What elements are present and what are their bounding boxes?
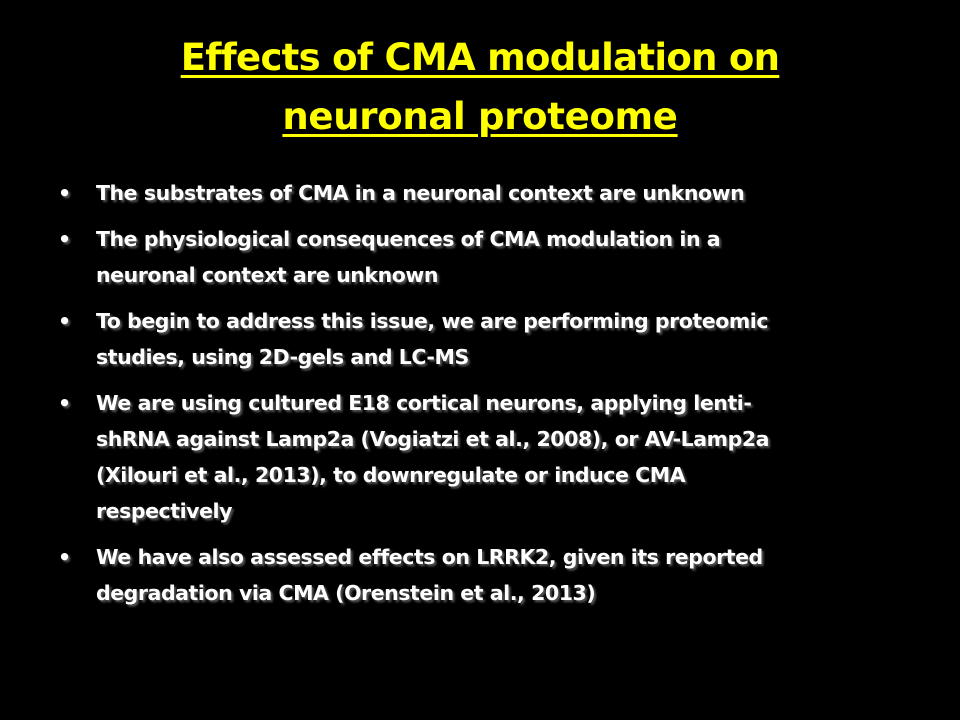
bullet-dot-icon: • xyxy=(58,309,71,333)
slide-title xyxy=(40,28,920,146)
bullet-text-line: shRNA against Lamp2a (Vogiatzi et al., 2008), or AV-Lamp2a xyxy=(96,427,770,451)
bullet-item-3 xyxy=(56,303,936,375)
bullet-dot-icon: • xyxy=(58,545,71,569)
bullet-text-line: We have also assessed effects on LRRK2, given its reported xyxy=(96,545,763,569)
bullet-dot-icon: • xyxy=(58,181,71,205)
bullet-dot-icon: • xyxy=(58,227,71,251)
slide-title-line-1: Effects of CMA modulation on xyxy=(180,36,780,79)
bullet-text-line: We are using cultured E18 cortical neurons, applying lenti- xyxy=(96,391,752,415)
bullet-text-line: neuronal context are unknown xyxy=(96,263,438,287)
bullet-item-5 xyxy=(56,539,936,611)
bullet-text-line: The substrates of CMA in a neuronal context are unknown xyxy=(96,181,745,205)
bullet-text-line: To begin to address this issue, we are performing proteomic xyxy=(96,309,769,333)
bullet-text-line: (Xilouri et al., 2013), to downregulate or induce CMA xyxy=(96,463,686,487)
bullet-item-1 xyxy=(56,175,936,211)
bullet-item-4 xyxy=(56,385,936,529)
bullet-dot-icon: • xyxy=(58,391,71,415)
slide-title-line-2: neuronal proteome xyxy=(282,95,678,138)
bullet-list xyxy=(56,175,936,621)
bullet-item-2 xyxy=(56,221,936,293)
bullet-text-line: studies, using 2D-gels and LC-MS xyxy=(96,345,469,369)
bullet-text-line: degradation via CMA (Orenstein et al., 2013) xyxy=(96,581,596,605)
bullet-text-line: The physiological consequences of CMA modulation in a xyxy=(96,227,721,251)
bullet-text-line: respectively xyxy=(96,499,233,523)
